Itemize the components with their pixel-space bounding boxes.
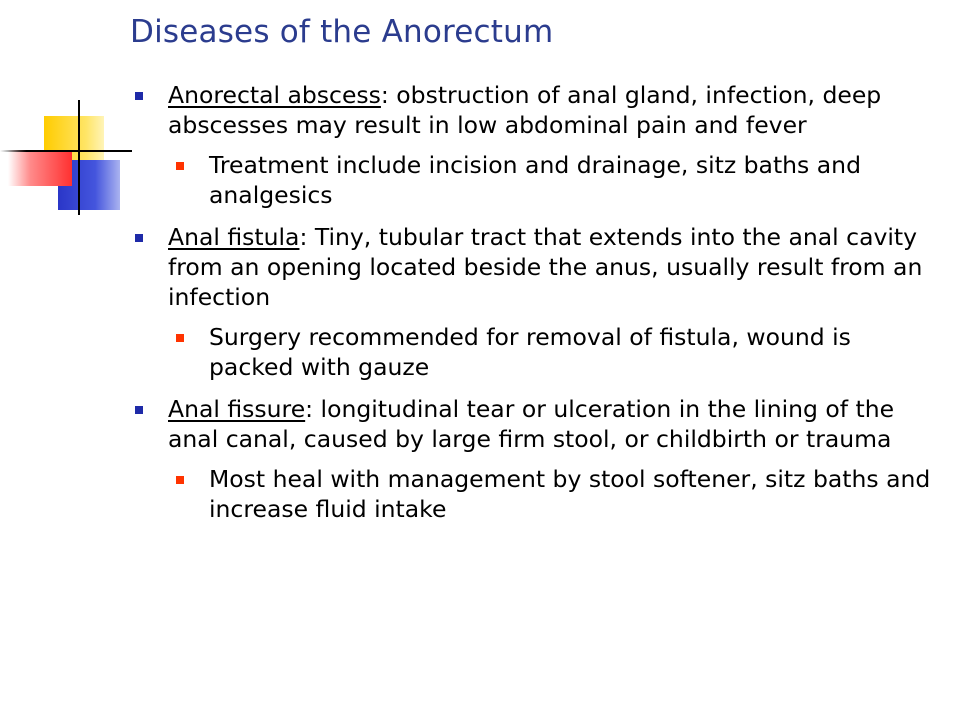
sub-bullet-marker [176, 334, 184, 342]
term-label: Anorectal abscess [168, 81, 381, 109]
bullet-anorectal-abscess [132, 80, 942, 140]
bullet-marker [135, 92, 143, 100]
bullet-anal-fistula [132, 222, 942, 312]
bullet-marker [135, 234, 143, 242]
horizontal-rule [0, 150, 132, 152]
bullet-marker [135, 406, 143, 414]
sub-bullet-text: Surgery recommended for removal of fistula, wound is packed with gauze [209, 323, 851, 381]
sub-bullet-abscess-treatment [132, 150, 942, 210]
sub-bullet-fissure-treatment [132, 464, 942, 524]
sub-bullet-fistula-treatment [132, 322, 942, 382]
vertical-rule [78, 100, 80, 215]
term-label: Anal fissure [168, 395, 306, 423]
term-description: : longitudinal tear or ulceration in the lining of the anal canal, caused by large firm stool, or childbirth or trauma [168, 395, 895, 453]
red-block [8, 150, 72, 186]
term-description: : Tiny, tubular tract that extends into the anal cavity from an opening located beside the anus, usually result from an infection [168, 223, 923, 311]
sub-bullet-text: Treatment include incision and drainage, sitz baths and analgesics [209, 151, 861, 209]
decorative-color-blocks [0, 0, 140, 230]
sub-bullet-marker [176, 162, 184, 170]
sub-bullet-text: Most heal with management by stool softener, sitz baths and increase fluid intake [209, 465, 931, 523]
term-label: Anal fistula [168, 223, 300, 251]
term-description: : obstruction of anal gland, infection, deep abscesses may result in low abdominal pain and fever [168, 81, 882, 139]
bullet-anal-fissure [132, 394, 942, 454]
sub-bullet-marker [176, 476, 184, 484]
slide-title: Diseases of the Anorectum [130, 14, 554, 50]
slide-body [132, 80, 942, 536]
